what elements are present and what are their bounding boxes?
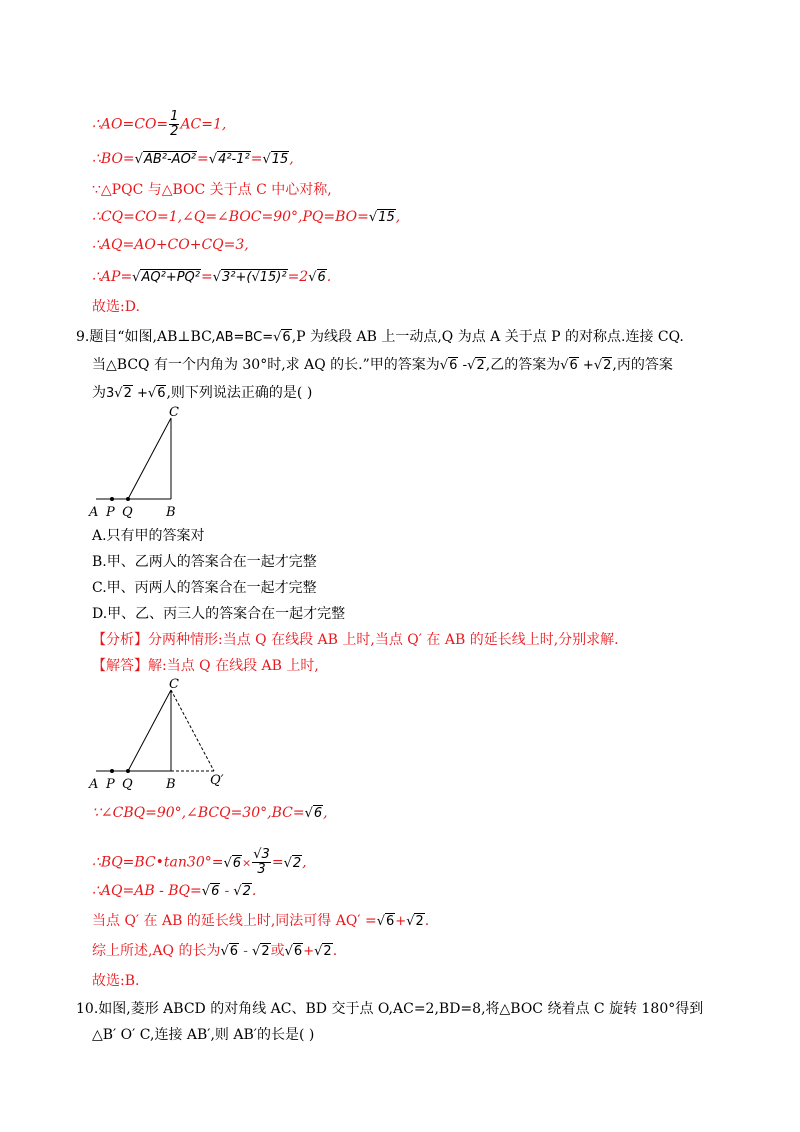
q9-answer-head: 【解答】解:当点 Q 在线段 AB 上时,	[92, 658, 319, 674]
label-q-prime: Q′	[210, 773, 224, 788]
text: =	[250, 151, 263, 167]
radicand: 2	[323, 944, 332, 959]
text: ,P 为线段 AB 上一动点,Q 为点 A 关于点 P 的对称点.连接 CQ.	[291, 329, 684, 345]
radicand: 3²+(√15)²	[222, 270, 287, 285]
text: ×	[242, 856, 252, 870]
text: +	[132, 386, 148, 401]
label-c: C	[169, 677, 179, 692]
radicand: 6	[386, 914, 395, 929]
sol8-line6	[92, 268, 331, 287]
text: +	[578, 358, 594, 373]
text: ∴BQ=BC•tan30°=	[92, 854, 224, 871]
radicand: 15	[271, 152, 289, 167]
sqrt: √2	[593, 358, 612, 373]
radicand: 4²-1²	[218, 152, 250, 167]
text: ,	[289, 151, 294, 167]
text: ,	[323, 805, 328, 821]
sqrt: √6	[220, 944, 239, 959]
text: 当点 Q′ 在 AB 的延长线上时,同法可得 AQ′ =	[92, 913, 377, 929]
label-a: A	[89, 777, 99, 792]
radicand: AB²-AO²	[143, 152, 197, 167]
text: ,	[395, 209, 401, 225]
text: 9.题目“如图,AB⊥BC,	[76, 329, 216, 345]
text: ∵∠CBQ=90°,∠BCQ=30°,BC=	[92, 805, 305, 821]
radicand: 6	[211, 884, 220, 899]
point-p	[110, 769, 114, 773]
radicand: 6	[229, 944, 239, 959]
sqrt: √2	[406, 914, 424, 929]
sol8-choice: 故选:D.	[92, 299, 140, 315]
sqrt: √6	[376, 914, 395, 929]
q9-step4	[92, 912, 429, 931]
text: .	[251, 883, 257, 899]
q9-option-a: A.只有甲的答案对	[92, 528, 205, 544]
text: ,	[302, 854, 307, 871]
label-b: B	[166, 777, 176, 792]
radicand: 2	[292, 855, 302, 871]
sqrt: √AB²-AO²	[134, 152, 197, 167]
label-p: P	[106, 505, 115, 520]
segment-cq	[128, 690, 171, 771]
radicand: 6	[157, 386, 166, 401]
text: =	[197, 151, 209, 167]
radicand: 6	[293, 944, 303, 959]
q9-line3	[92, 382, 312, 405]
text: ∴AQ=AB - BQ=	[92, 883, 202, 899]
q10-line2: △B′ O′ C,连接 AB′,则 AB′的长是( )	[92, 1027, 315, 1043]
text: ∴BO=	[92, 151, 135, 167]
q9-step1	[92, 804, 328, 823]
q9-analysis: 【分析】分两种情形:当点 Q 在线段 AB 上时,当点 Q′ 在 AB 的延长线上时,分别求解.	[92, 632, 619, 648]
sqrt: √6	[223, 855, 242, 871]
sqrt: √2	[283, 855, 302, 871]
denominator: 3	[257, 862, 266, 877]
text: 或	[270, 943, 285, 959]
label-a: A	[89, 505, 99, 520]
segment-cq	[128, 418, 171, 499]
text: +	[395, 914, 407, 929]
radicand: 6	[449, 358, 458, 373]
sqrt: √6	[304, 806, 323, 821]
sqrt: √2	[233, 884, 251, 899]
label-c: C	[169, 405, 179, 420]
text: ∴AP=	[92, 269, 133, 285]
text: -	[220, 884, 234, 899]
q9-option-c: C.甲、丙两人的答案合在一起才完整	[92, 580, 317, 596]
numerator: √3	[253, 847, 270, 862]
radicand: 6	[282, 330, 291, 345]
text: .	[332, 943, 338, 959]
q9-choice: 故选:B.	[92, 973, 140, 989]
q9-line1	[76, 326, 684, 349]
numerator: 1	[170, 109, 179, 124]
text: AB=BC=	[215, 330, 274, 345]
radicand: 15	[378, 210, 395, 225]
radicand: 6	[232, 855, 242, 871]
sol8-line2	[92, 150, 294, 169]
q9-option-b: B.甲、乙两人的答案合在一起才完整	[92, 554, 317, 570]
point-p	[110, 497, 114, 501]
q9-option-d: D.甲、乙、丙三人的答案合在一起才完整	[92, 606, 346, 622]
text: ∴CQ=CO=1,∠Q=∠BOC=90°,PQ=BO=	[92, 209, 369, 225]
text: -	[458, 358, 468, 373]
sqrt: √6	[439, 358, 458, 373]
fraction	[252, 848, 271, 877]
radicand: 2	[123, 386, 132, 401]
text: ,丙的答案	[612, 357, 673, 373]
text: ,乙的答案为	[485, 357, 561, 373]
sqrt: √15	[368, 210, 395, 225]
text: =2	[287, 269, 309, 285]
sqrt: √6	[308, 270, 326, 285]
text: +	[303, 944, 315, 959]
text: 当△BCQ 有一个内角为 30°时,求 AQ 的长.”甲的答案为	[92, 357, 440, 373]
radicand: 2	[603, 358, 612, 373]
denominator: 2	[170, 124, 179, 139]
sqrt: √2	[114, 386, 132, 401]
radicand: 6	[317, 270, 326, 285]
text: 综上所述,AQ 的长为	[92, 943, 221, 959]
q9-step2	[92, 848, 307, 877]
radicand: 6	[313, 806, 323, 821]
radicand: 2	[261, 944, 270, 959]
sqrt: √6	[284, 944, 303, 959]
text: =	[271, 854, 284, 871]
q9-step5	[92, 942, 337, 961]
radicand: AQ²+PQ²	[141, 270, 200, 285]
sqrt: √6	[560, 358, 578, 373]
text: =	[200, 269, 213, 285]
sol8-line3: ∵△PQC 与△BOC 关于点 C 中心对称,	[92, 182, 332, 198]
label-q: Q	[122, 777, 133, 792]
q9-step3	[92, 882, 256, 901]
radicand: 2	[242, 884, 251, 899]
sqrt: √AQ²+PQ²	[132, 270, 200, 285]
segment-cq2-dashed	[171, 690, 214, 771]
sol8-line1	[92, 110, 226, 139]
label-q: Q	[122, 505, 133, 520]
sqrt: √6	[147, 386, 166, 401]
sqrt: √2	[252, 944, 270, 959]
text: ,则下列说法正确的是( )	[166, 385, 313, 401]
sqrt: √2	[467, 358, 485, 373]
radicand: 2	[476, 358, 485, 373]
q9-solution-figure	[84, 676, 244, 792]
text: -	[239, 944, 253, 959]
sqrt: √4²-1²	[208, 152, 250, 167]
label-p: P	[106, 777, 115, 792]
sol8-line5: ∴AQ=AO+CO+CQ=3,	[92, 237, 249, 253]
fraction	[169, 110, 179, 139]
sqrt: √15	[262, 152, 289, 167]
q9-line2	[92, 354, 673, 377]
text: .	[326, 269, 332, 285]
sqrt: √6	[273, 330, 291, 345]
text: ∴AO=CO=	[92, 116, 169, 133]
sqrt: √6	[201, 884, 220, 899]
sqrt: √2	[314, 944, 332, 959]
sqrt: √3²+(√15)²	[212, 270, 287, 285]
label-b: B	[166, 505, 176, 520]
text: AC=1,	[180, 116, 227, 133]
q9-figure	[84, 404, 204, 520]
text: .	[424, 913, 430, 929]
q10-line1: 10.如图,菱形 ABCD 的对角线 AC、BD 交于点 O,AC=2,BD=8,将△BOC 绕着点 C 旋转 180°得到	[76, 1001, 704, 1017]
radicand: 6	[569, 358, 578, 373]
point-q	[126, 769, 130, 773]
text: 3	[106, 386, 115, 401]
sol8-line4	[92, 208, 400, 227]
point-q	[126, 497, 130, 501]
text: 为	[92, 385, 106, 401]
radicand: 2	[415, 914, 424, 929]
